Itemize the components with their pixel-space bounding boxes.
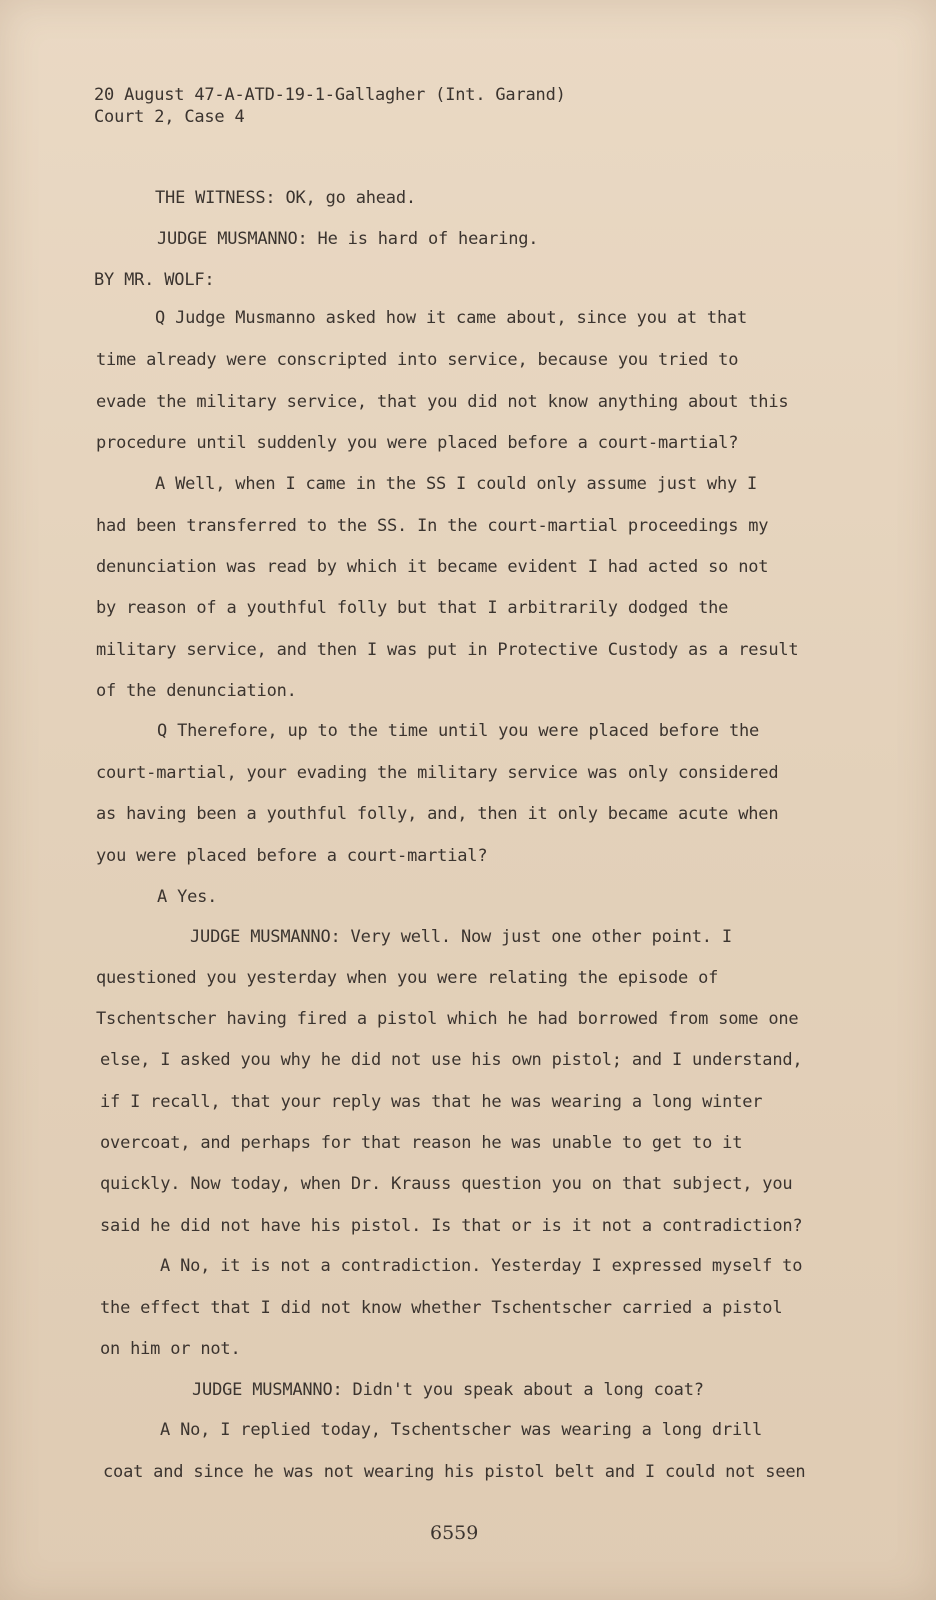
text-line: BY MR. WOLF: bbox=[94, 270, 215, 290]
text-line: A No, it is not a contradiction. Yesterday I expressed myself to bbox=[160, 1256, 803, 1276]
text-line: evade the military service, that you did not know anything about this bbox=[96, 392, 789, 412]
text-line: on him or not. bbox=[100, 1339, 241, 1359]
text-line: quickly. Now today, when Dr. Krauss question you on that subject, you bbox=[100, 1174, 793, 1194]
text-line: JUDGE MUSMANNO: Very well. Now just one other point. I bbox=[190, 927, 732, 947]
text-line: questioned you yesterday when you were relating the episode of bbox=[96, 968, 719, 988]
header-line-2: Court 2, Case 4 bbox=[94, 107, 245, 127]
text-line: Q Therefore, up to the time until you were placed before the bbox=[157, 721, 760, 741]
text-line: A Well, when I came in the SS I could only assume just why I bbox=[155, 474, 758, 494]
text-line: of the denunciation. bbox=[96, 681, 297, 701]
text-line: THE WITNESS: OK, go ahead. bbox=[155, 188, 416, 208]
text-line: A Yes. bbox=[157, 887, 218, 907]
text-line: Tschentscher having fired a pistol which he had borrowed from some one bbox=[96, 1009, 799, 1029]
text-line: by reason of a youthful folly but that I arbitrarily dodged the bbox=[96, 598, 729, 618]
text-line: else, I asked you why he did not use his own pistol; and I understand, bbox=[100, 1050, 803, 1070]
text-line: you were placed before a court-martial? bbox=[96, 846, 488, 866]
text-line: A No, I replied today, Tschentscher was wearing a long drill bbox=[160, 1420, 763, 1440]
text-line: procedure until suddenly you were placed before a court-martial? bbox=[96, 433, 739, 453]
text-line: said he did not have his pistol. Is that or is it not a contradiction? bbox=[100, 1216, 803, 1236]
text-line: had been transferred to the SS. In the court-martial proceedings my bbox=[96, 516, 769, 536]
text-line: the effect that I did not know whether Tschentscher carried a pistol bbox=[100, 1298, 783, 1318]
text-line: Q Judge Musmanno asked how it came about, since you at that bbox=[155, 308, 748, 328]
text-line: court-martial, your evading the military service was only considered bbox=[96, 763, 779, 783]
text-line: time already were conscripted into service, because you tried to bbox=[96, 350, 739, 370]
text-line: JUDGE MUSMANNO: He is hard of hearing. bbox=[157, 229, 539, 249]
header-line-1: 20 August 47-A-ATD-19-1-Gallagher (Int. Garand) bbox=[94, 85, 566, 105]
text-line: military service, and then I was put in Protective Custody as a result bbox=[96, 640, 799, 660]
text-line: overcoat, and perhaps for that reason he was unable to get to it bbox=[100, 1133, 743, 1153]
text-line: if I recall, that your reply was that he was wearing a long winter bbox=[100, 1092, 763, 1112]
text-line: JUDGE MUSMANNO: Didn't you speak about a long coat? bbox=[192, 1380, 704, 1400]
text-line: denunciation was read by which it became evident I had acted so not bbox=[96, 557, 769, 577]
text-line: as having been a youthful folly, and, then it only became acute when bbox=[96, 804, 779, 824]
text-line: coat and since he was not wearing his pistol belt and I could not seen bbox=[103, 1462, 806, 1482]
page-number: 6559 bbox=[430, 1522, 479, 1544]
